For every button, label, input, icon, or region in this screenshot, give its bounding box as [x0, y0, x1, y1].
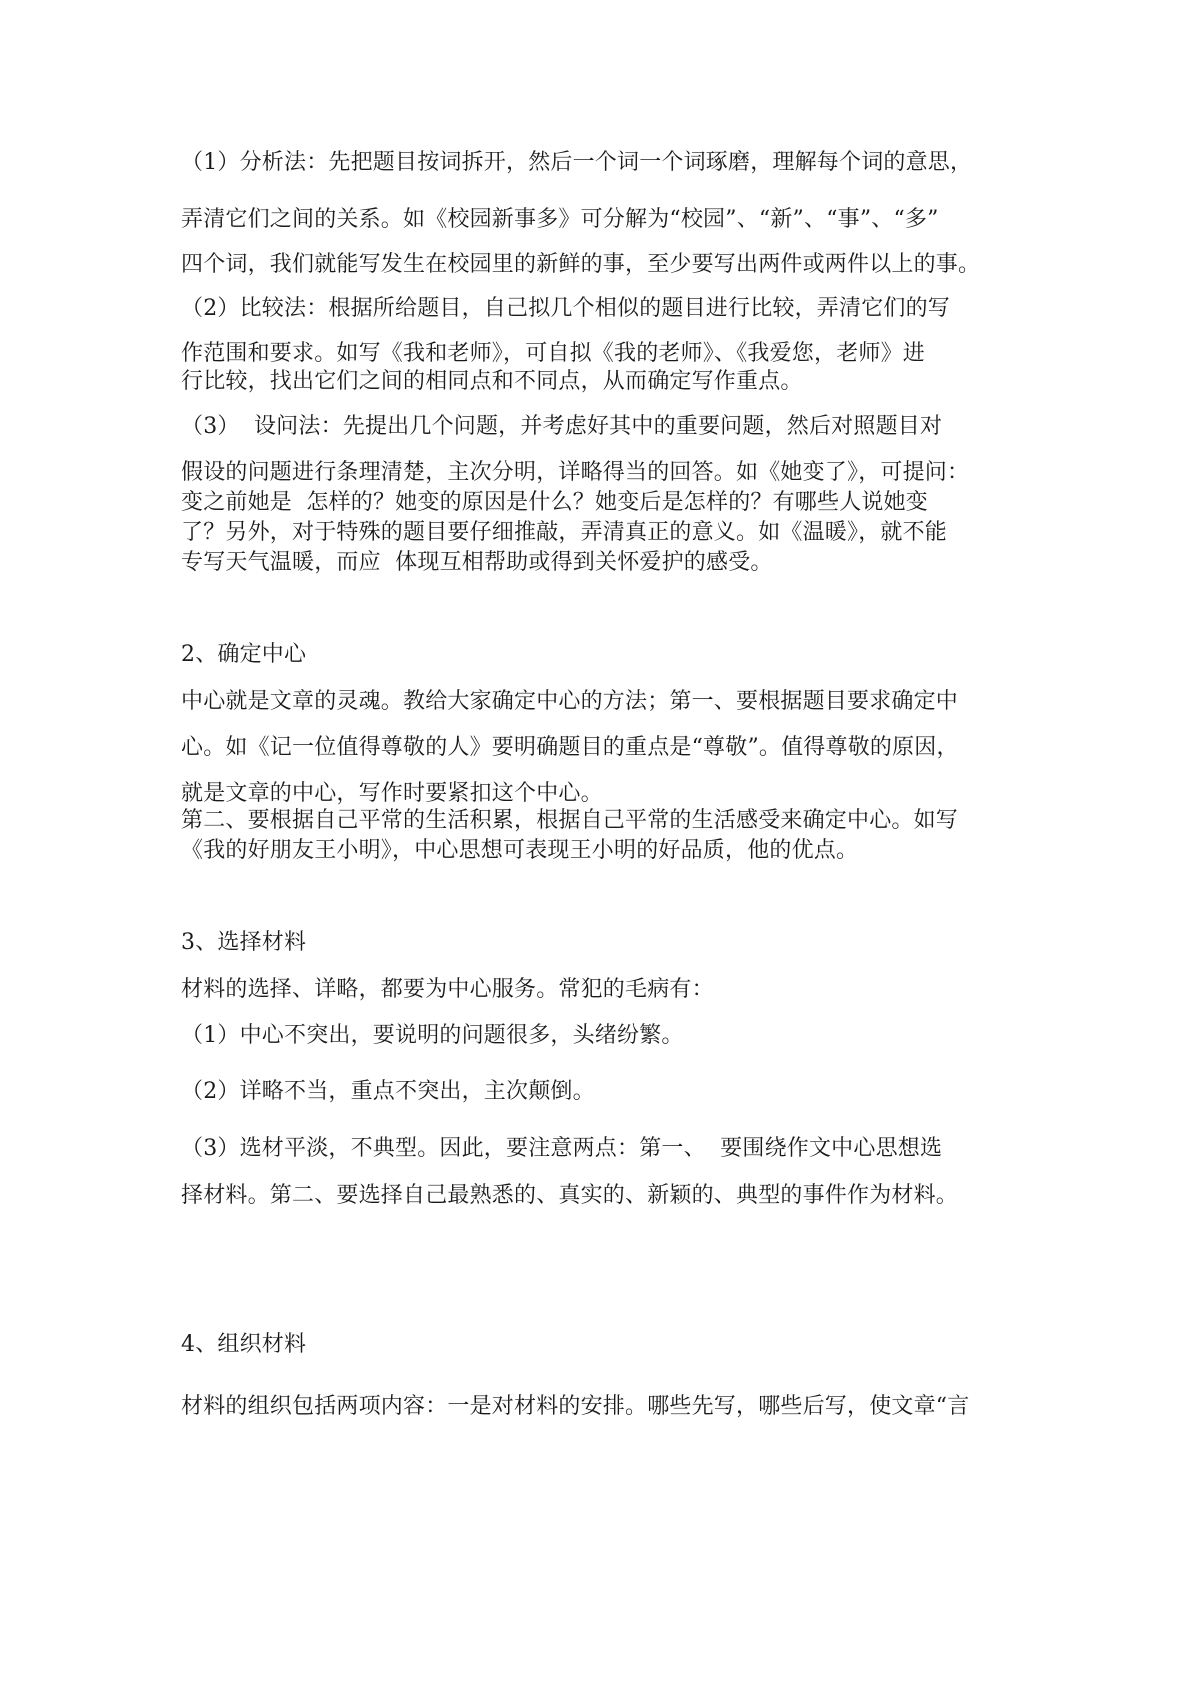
- paragraph-line: （3） 设问法：先提出几个问题，并考虑好其中的重要问题，然后对照题目对: [181, 414, 943, 439]
- section-heading: 4、组织材料: [181, 1332, 307, 1357]
- paragraph-line: 心。如《记一位值得尊敬的人》要明确题目的重点是“尊敬”。值得尊敬的原因，: [181, 735, 959, 760]
- paragraph-line: （2）比较法：根据所给题目，自己拟几个相似的题目进行比较，弄清它们的写: [181, 296, 950, 321]
- paragraph-line: 变之前她是 怎样的？她变的原因是什么？她变后是怎样的？有哪些人说她变: [181, 490, 928, 515]
- paragraph-line: （2）详略不当，重点不突出，主次颠倒。: [181, 1079, 595, 1104]
- paragraph-line: 就是文章的中心，写作时要紧扣这个中心。: [181, 781, 603, 806]
- paragraph-line: （1）分析法：先把题目按词拆开，然后一个词一个词琢磨，理解每个词的意思，: [181, 150, 973, 175]
- paragraph-line: 假设的问题进行条理清楚，主次分明，详略得当的回答。如《她变了》，可提问：: [181, 460, 970, 485]
- paragraph-line: 材料的组织包括两项内容：一是对材料的安排。哪些先写，哪些后写，使文章“言: [181, 1394, 970, 1419]
- paragraph-line: 弄清它们之间的关系。如《校园新事多》可分解为“校园”、“新”、“事”、“多”: [181, 207, 939, 232]
- paragraph-line: 中心就是文章的灵魂。教给大家确定中心的方法；第一、要根据题目要求确定中: [181, 689, 959, 714]
- section-heading: 3、选择材料: [181, 930, 307, 955]
- paragraph-line: 第二、要根据自己平常的生活积累，根据自己平常的生活感受来确定中心。如写: [181, 808, 959, 833]
- paragraph-line: 了？另外，对于特殊的题目要仔细推敲，弄清真正的意义。如《温暖》，就不能: [181, 520, 948, 545]
- paragraph-line: 作范围和要求。如写《我和老师》，可自拟《我的老师》、《我爱您，老师》进: [181, 341, 926, 366]
- paragraph-line: （1）中心不突出，要说明的问题很多，头绪纷繁。: [181, 1023, 684, 1048]
- paragraph-line: 择材料。第二、要选择自己最熟悉的、真实的、新颖的、典型的事件作为材料。: [181, 1183, 959, 1208]
- paragraph-line: 四个词，我们就能写发生在校园里的新鲜的事，至少要写出两件或两件以上的事。: [181, 252, 981, 277]
- paragraph-line: 《我的好朋友王小明》，中心思想可表现王小明的好品质，他的优点。: [181, 838, 859, 863]
- paragraph-line: 专写天气温暖，而应 体现互相帮助或得到关怀爱护的感受。: [181, 550, 773, 575]
- paragraph-line: 材料的选择、详略，都要为中心服务。常犯的毛病有：: [181, 977, 714, 1002]
- paragraph-line: 行比较，找出它们之间的相同点和不同点，从而确定写作重点。: [181, 369, 803, 394]
- paragraph-line: （3）选材平淡，不典型。因此，要注意两点：第一、 要围绕作文中心思想选: [181, 1136, 943, 1161]
- section-heading: 2、确定中心: [181, 642, 307, 667]
